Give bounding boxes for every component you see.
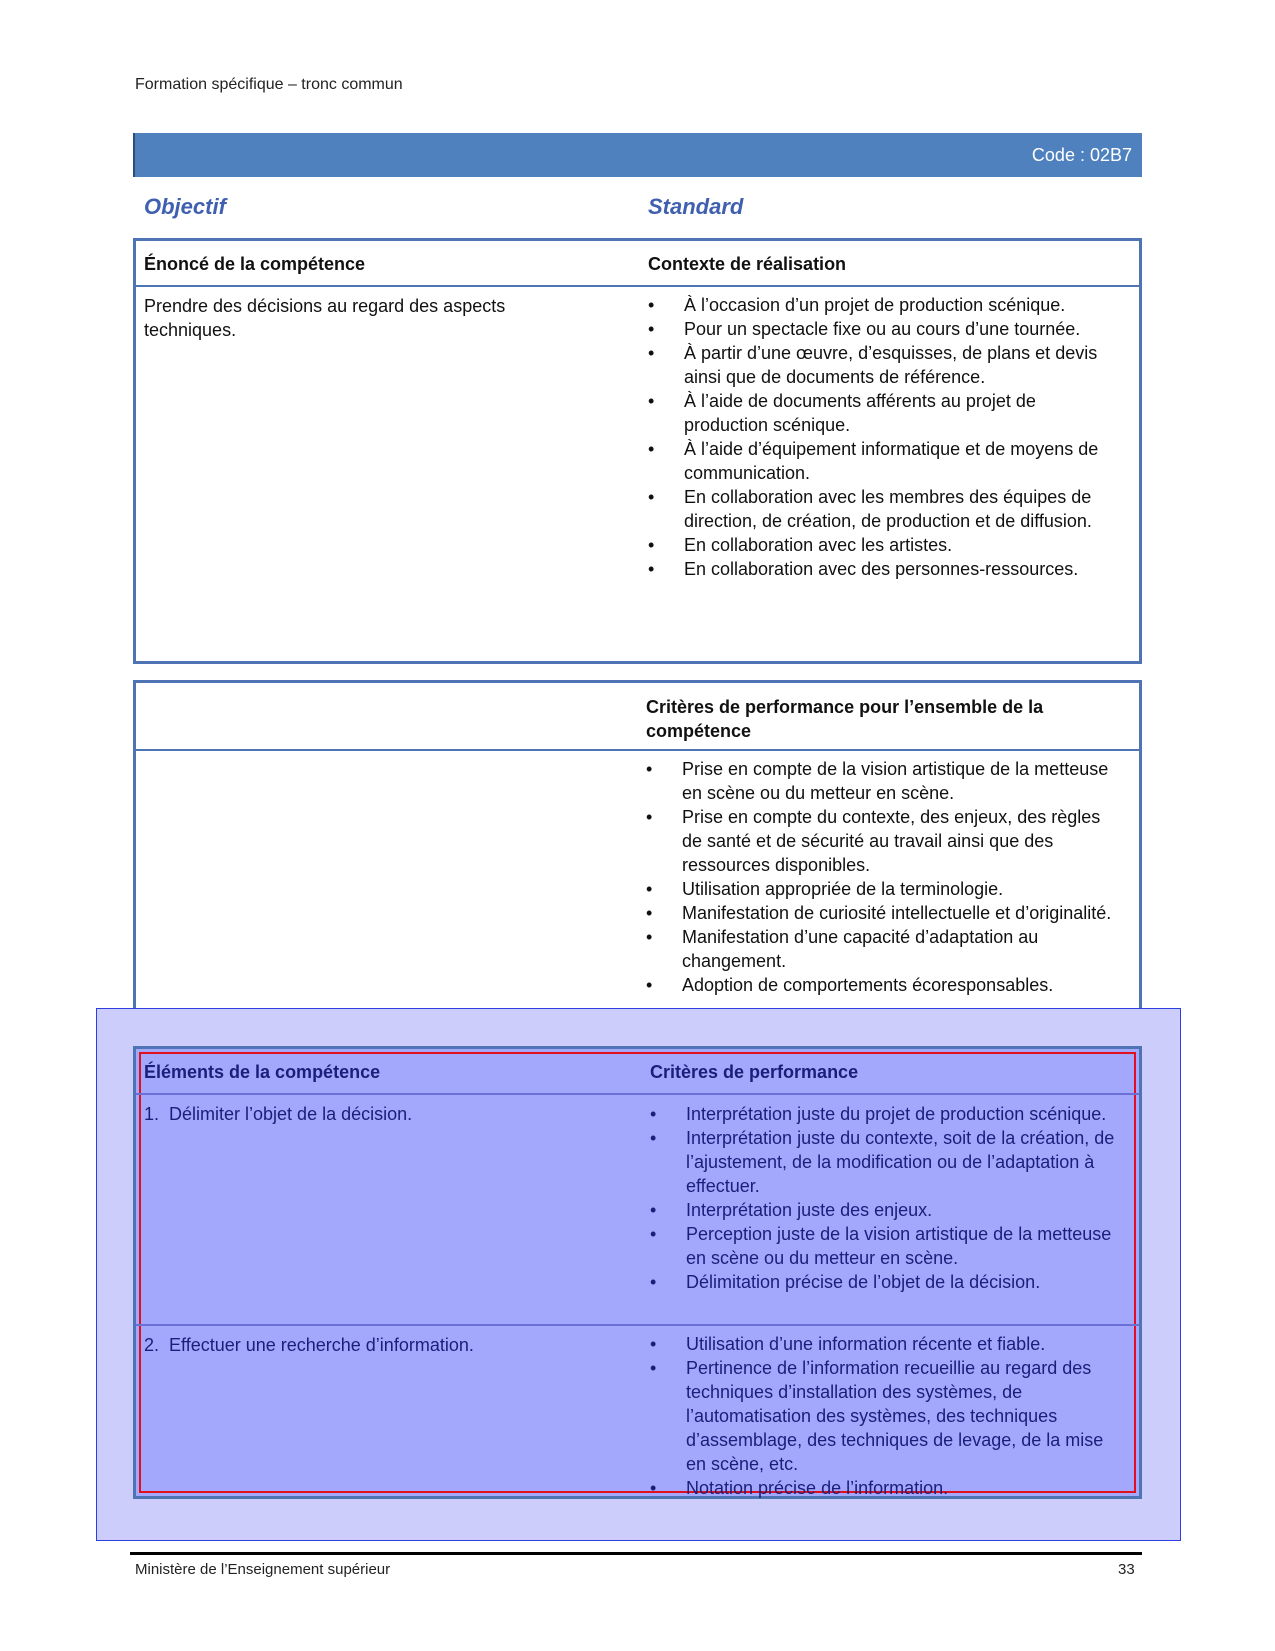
performance-criterion-text: Interprétation juste du projet de production scénique. (686, 1104, 1107, 1124)
context-list (648, 293, 1118, 581)
performance-criterion-text: Perception juste de la vision artistique de la metteuse en scène ou du metteur en scène. (686, 1224, 1112, 1268)
overall-criterion-text: Prise en compte du contexte, des enjeux, des règles de santé et de sécurité au travail ainsi que des ressources disponibles. (682, 807, 1101, 875)
elements-table (133, 1046, 1142, 1499)
overall-criteria-table (133, 680, 1142, 1030)
context-item-text: En collaboration avec des personnes-ressources. (684, 559, 1079, 579)
bullet-icon: • (646, 903, 653, 923)
bullet-icon: • (648, 343, 655, 363)
overall-criterion-text: Adoption de comportements écoresponsables. (682, 975, 1054, 995)
performance-criterion-text: Interprétation juste du contexte, soit de la création, de l’ajustement, de la modification ou de l’adaptation à effectuer. (686, 1128, 1115, 1196)
performance-criterion (650, 1222, 1120, 1270)
document-header: Formation spécifique – tronc commun (135, 76, 403, 93)
context-item (648, 293, 1118, 317)
code-bar (133, 133, 1142, 177)
header-separator (136, 285, 1139, 287)
context-item (648, 485, 1118, 533)
bullet-icon: • (650, 1334, 657, 1354)
element-2: 2. Effectuer une recherche d’information. (144, 1335, 474, 1355)
performance-criterion-text: Pertinence de l’information recueillie au regard des techniques d’installation des systèmes, de l’automatisation des systèmes, des techniques d’assemblage, des techniques de levage, de la mise en scène, etc. (686, 1358, 1104, 1474)
context-item-text: À l’aide de documents afférents au projet de production scénique. (684, 391, 1036, 435)
overall-criterion-text: Manifestation de curiosité intellectuelle et d’originalité. (682, 903, 1112, 923)
footer-rule (130, 1552, 1142, 1555)
context-item-text: À l’occasion d’un projet de production scénique. (684, 295, 1066, 315)
objectif-label: Objectif (144, 194, 226, 219)
context-item-text: À partir d’une œuvre, d’esquisses, de plans et devis ainsi que de documents de référence. (684, 343, 1098, 387)
bullet-icon: • (650, 1358, 657, 1378)
element-1: 1. Délimiter l’objet de la décision. (144, 1104, 413, 1124)
bullet-icon: • (650, 1200, 657, 1220)
bullet-icon: • (646, 879, 653, 899)
context-item-text: Pour un spectacle fixe ou au cours d’une tournée. (684, 319, 1081, 339)
element-1-criteria (650, 1102, 1120, 1294)
performance-criterion (650, 1270, 1120, 1294)
performance-criterion (650, 1476, 1120, 1500)
row-separator (136, 1324, 1139, 1326)
overall-criterion (646, 805, 1121, 877)
bullet-icon: • (650, 1272, 657, 1292)
overall-criterion-text: Manifestation d’une capacité d’adaptation au changement. (682, 927, 1039, 971)
performance-criterion-text: Interprétation juste des enjeux. (686, 1200, 933, 1220)
performance-header: Critères de performance (650, 1062, 859, 1082)
bullet-icon: • (646, 807, 653, 827)
performance-criterion (650, 1356, 1120, 1476)
bullet-icon: • (650, 1224, 657, 1244)
bullet-icon: • (648, 295, 655, 315)
overall-criteria-header: Critères de performance pour l’ensemble de la compétence (646, 697, 1044, 741)
overall-criterion (646, 901, 1121, 925)
element-2-criteria (650, 1332, 1120, 1500)
overall-criterion (646, 925, 1121, 973)
overall-criterion-text: Prise en compte de la vision artistique de la metteuse en scène ou du metteur en scène. (682, 759, 1109, 803)
context-item (648, 533, 1118, 557)
performance-criterion-text: Utilisation d’une information récente et fiable. (686, 1334, 1046, 1354)
bullet-icon: • (648, 559, 655, 579)
header-separator (136, 749, 1139, 751)
elements-header: Éléments de la compétence (144, 1062, 381, 1082)
bullet-icon: • (650, 1128, 657, 1148)
standard-label: Standard (648, 194, 744, 219)
competency-statement: Prendre des décisions au regard des aspects techniques. (144, 296, 506, 340)
overall-criterion-text: Utilisation appropriée de la terminologie. (682, 879, 1004, 899)
overall-criterion (646, 757, 1121, 805)
bullet-icon: • (646, 927, 653, 947)
bullet-icon: • (648, 319, 655, 339)
context-item-text: À l’aide d’équipement informatique et de moyens de communication. (684, 439, 1099, 483)
context-item (648, 389, 1118, 437)
competency-table (133, 238, 1142, 664)
bullet-icon: • (648, 391, 655, 411)
overall-criterion (646, 973, 1121, 997)
overall-criterion (646, 877, 1121, 901)
context-item (648, 317, 1118, 341)
context-header: Contexte de réalisation (648, 254, 847, 274)
context-item (648, 557, 1118, 581)
bullet-icon: • (648, 439, 655, 459)
context-item (648, 341, 1118, 389)
context-item-text: En collaboration avec les membres des équipes de direction, de création, de production et de diffusion. (684, 487, 1092, 531)
performance-criterion (650, 1198, 1120, 1222)
performance-criterion (650, 1332, 1120, 1356)
bullet-icon: • (648, 535, 655, 555)
footer-ministry: Ministère de l’Enseignement supérieur (135, 1561, 391, 1578)
overall-criteria-list (646, 757, 1121, 997)
performance-criterion-text: Délimitation précise de l’objet de la décision. (686, 1272, 1041, 1292)
bullet-icon: • (650, 1478, 657, 1498)
bullet-icon: • (650, 1104, 657, 1124)
context-item-text: En collaboration avec les artistes. (684, 535, 953, 555)
performance-criterion (650, 1102, 1120, 1126)
bullet-icon: • (648, 487, 655, 507)
header-separator (136, 1093, 1139, 1095)
page-number: 33 (1118, 1561, 1135, 1578)
bullet-icon: • (646, 759, 653, 779)
statement-header: Énoncé de la compétence (144, 254, 366, 274)
performance-criterion-text: Notation précise de l’information. (686, 1478, 949, 1498)
context-item (648, 437, 1118, 485)
competency-code: Code : 02B7 (1031, 145, 1132, 165)
performance-criterion (650, 1126, 1120, 1198)
bullet-icon: • (646, 975, 653, 995)
